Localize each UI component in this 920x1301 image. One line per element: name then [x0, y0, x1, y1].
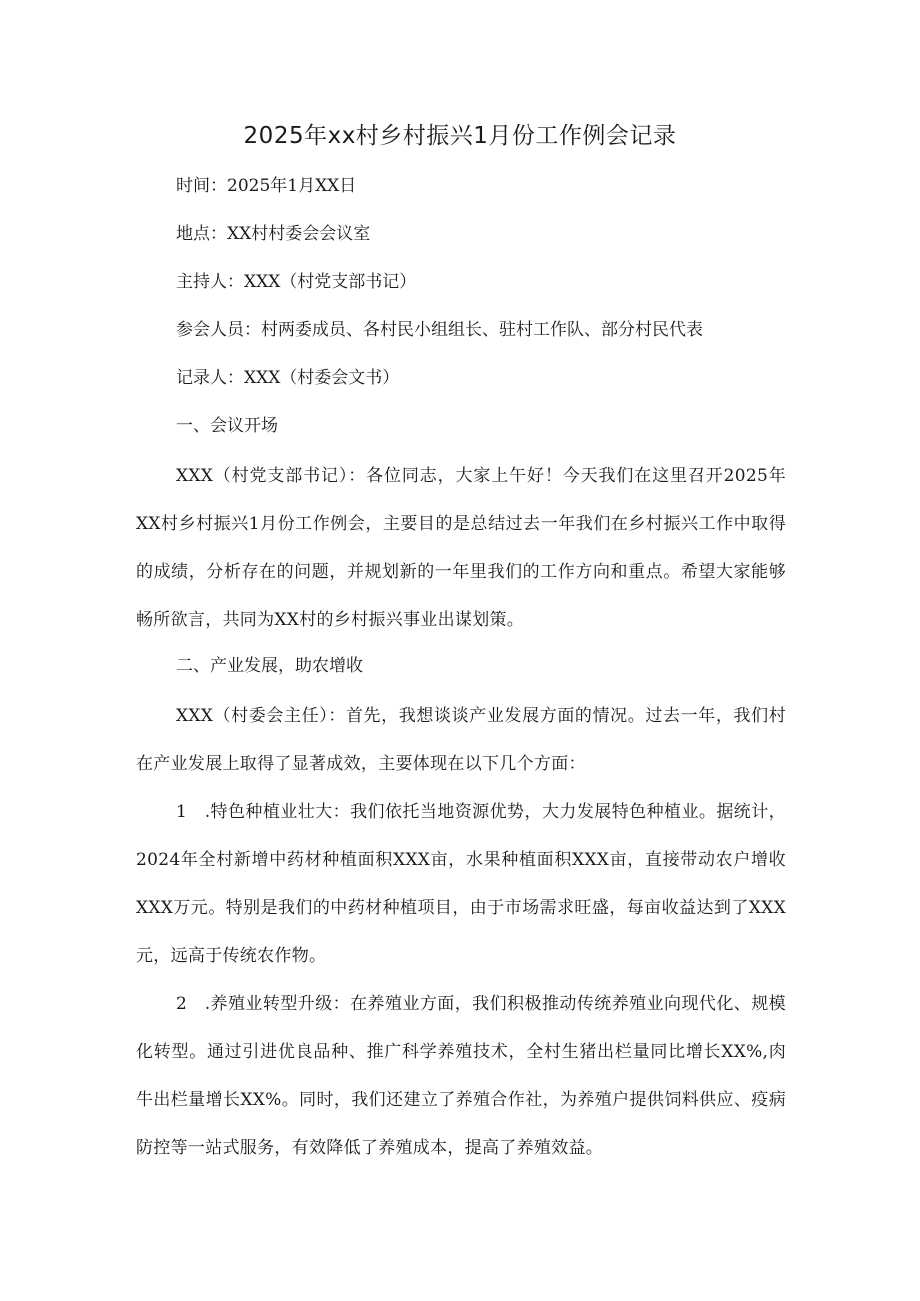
paragraph-planting: 1 .特色种植业壮大：我们依托当地资源优势，大力发展特色种植业。据统计，2024年全村新增中药材种植面积XXX亩，水果种植面积XXX亩，直接带动农户增收XXX万元。特别是我们的中药材种植项目，由于市场需求旺盛，每亩收益达到了XXX元，远高于传统农作物。: [136, 802, 786, 966]
section-heading-industry: 二、产业发展，助农增收: [176, 656, 363, 676]
meeting-place: 地点：XX村村委会会议室: [176, 224, 371, 244]
meeting-host: 主持人：XXX（村党支部书记）: [176, 272, 417, 292]
meeting-recorder: 记录人：XXX（村委会文书）: [176, 368, 400, 388]
paragraph-breeding: 2 .养殖业转型升级：在养殖业方面，我们积极推动传统养殖业向现代化、规模化转型。通过引进优良品种、推广科学养殖技术，全村生猪出栏量同比增长XX%,肉牛出栏量增长XX%。同时，我们还建立了养殖合作社，为养殖户提供饲料供应、疫病防控等一站式服务，有效降低了养殖成本，提高了养殖效益。: [136, 994, 786, 1158]
paragraph-industry-intro: XXX（村委会主任）：首先，我想谈谈产业发展方面的情况。过去一年，我们村在产业发展上取得了显著成效，主要体现在以下几个方面：: [136, 706, 786, 774]
meeting-attendees: 参会人员：村两委成员、各村民小组组长、驻村工作队、部分村民代表: [176, 320, 703, 340]
paragraph-opening-speech: XXX（村党支部书记）：各位同志，大家上午好！今天我们在这里召开2025年XX村乡村振兴1月份工作例会，主要目的是总结过去一年我们在乡村振兴工作中取得的成绩，分析存在的问题，并规划新的一年里我们的工作方向和重点。希望大家能够畅所欲言，共同为XX村的乡村振兴事业出谋划策。: [136, 466, 786, 630]
section-heading-opening: 一、会议开场: [176, 416, 278, 436]
meeting-time: 时间：2025年1月XX日: [176, 176, 357, 196]
document-title: 2025年xx村乡村振兴1月份工作例会记录: [243, 123, 677, 149]
